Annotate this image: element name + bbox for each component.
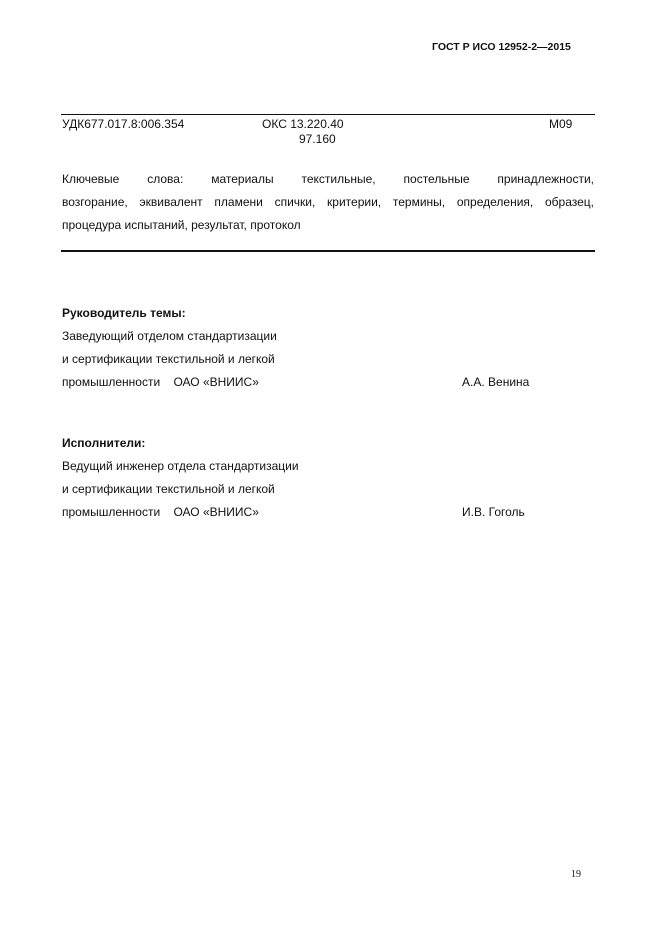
page-number: 19 [571, 869, 581, 880]
udk-code: УДК677.017.8:006.354 [62, 117, 185, 131]
leader-organization: промышленности ОАО «ВНИИС» [62, 375, 259, 389]
leader-name: А.А. Венина [462, 375, 530, 389]
standard-code-header: ГОСТ Р ИСО 12952-2—2015 [432, 41, 571, 53]
top-divider [61, 114, 595, 115]
oks-code-line2: 97.160 [299, 132, 336, 146]
executors-line-2: и сертификации текстильной и легкой [62, 482, 275, 496]
leader-title: Руководитель темы: [62, 306, 186, 320]
okstu-code: М09 [549, 117, 573, 131]
keywords-line-2: возгорание, эквивалент пламени спички, критерии, термины, определения, образец, [62, 195, 594, 209]
bottom-divider [61, 250, 595, 252]
leader-line-1: Заведующий отделом стандартизации [62, 329, 277, 343]
executors-name: И.В. Гоголь [462, 505, 525, 519]
oks-code-line1: ОКС 13.220.40 [262, 117, 344, 131]
keywords-paragraph [62, 168, 594, 237]
leader-line-2: и сертификации текстильной и легкой [62, 352, 275, 366]
keywords-line-3: процедура испытаний, результат, протокол [62, 218, 301, 232]
executors-title: Исполнители: [62, 436, 146, 450]
executors-organization: промышленности ОАО «ВНИИС» [62, 505, 259, 519]
executors-line-1: Ведущий инженер отдела стандартизации [62, 459, 299, 473]
keywords-line-1: Ключевые слова: материалы текстильные, постельные принадлежности, [62, 172, 594, 186]
